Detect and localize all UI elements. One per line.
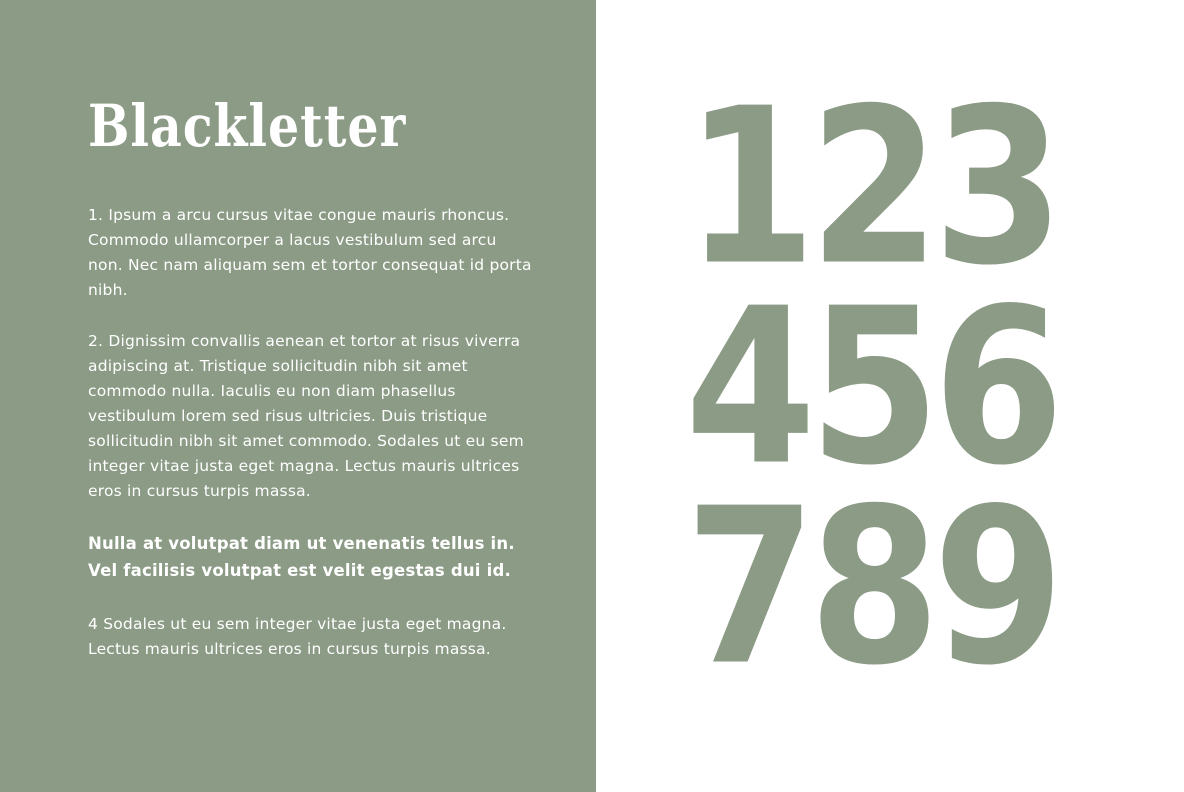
specimen-paragraph-2: 2. Dignissim convallis aenean et tortor at risus viverra adipiscing at. Tristique sollicitudin nibh sit amet commodo nulla. Iaculis eu non diam phasellus vestibulum lorem sed risus ultricies. Duis tristique sollicitudin nibh sit amet commodo. Sodales ut eu sem integer vitae justa eget magna. Lectus mauris ultrices eros in cursus turpis massa. bbox=[88, 331, 524, 500]
numeral-glyph: 7 bbox=[684, 463, 815, 713]
numeral-row bbox=[680, 63, 1132, 313]
numeral-glyph: 4 bbox=[684, 263, 815, 513]
numeral-row bbox=[680, 263, 1132, 513]
numeral-glyph: 3 bbox=[932, 63, 1063, 313]
numeral-glyph: 5 bbox=[808, 263, 939, 513]
specimen-paragraph-1: 1. Ipsum a arcu cursus vitae congue mauris rhoncus. Commodo ullamcorper a lacus vestibulum sed arcu non. Nec nam aliquam sem et tortor consequat id porta nibh. bbox=[88, 205, 532, 299]
numeral-grid bbox=[680, 63, 1132, 713]
numeral-glyph: 9 bbox=[932, 463, 1063, 713]
specimen-right-panel bbox=[596, 0, 1184, 792]
numeral-glyph: 1 bbox=[684, 63, 815, 313]
numeral-row bbox=[680, 463, 1132, 713]
specimen-paragraph-3-bold: Nulla at volutpat diam ut venenatis tellus in. Vel facilisis volutpat est velit egestas dui id. bbox=[88, 533, 515, 580]
page-title: Blackletter bbox=[88, 92, 407, 160]
numeral-glyph: 6 bbox=[932, 263, 1063, 513]
numeral-glyph: 2 bbox=[808, 63, 939, 313]
numeral-glyph: 8 bbox=[808, 463, 939, 713]
specimen-paragraph-4: 4 Sodales ut eu sem integer vitae justa eget magna. Lectus mauris ultrices eros in cursus turpis massa. bbox=[88, 614, 507, 658]
